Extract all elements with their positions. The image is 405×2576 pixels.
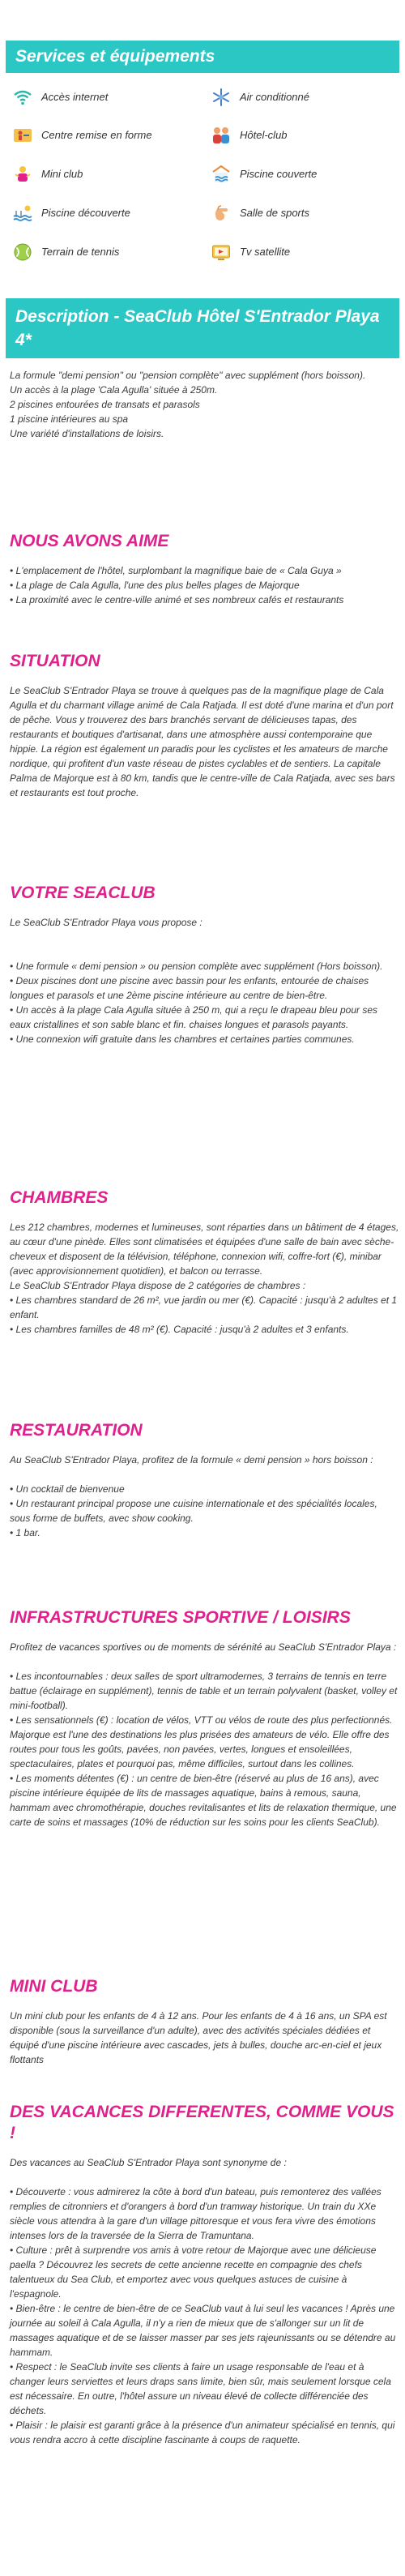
service-satellite-tv bbox=[211, 242, 290, 263]
service-gym bbox=[211, 203, 309, 224]
tennis-icon bbox=[12, 242, 33, 263]
section-text bbox=[6, 1640, 399, 1829]
section-title: NOUS AVONS AIME bbox=[10, 532, 169, 550]
service-label: Terrain de tennis bbox=[41, 246, 120, 258]
description-title: Description - SeaClub Hôtel S'Entrador Playa 4* bbox=[15, 307, 380, 349]
bullet: • Les moments détentes (€) : un centre de bien-être (réservé au plus de 16 ans), avec piscine intérieure équipée de lits de massages aquatique, bains à remous, sauna, hammam avec chromothérapie, douches revitalisantes et lits de relaxation thermique, une carte de soins et massages (10% de réduction sur les soins pour les clients SeaClub). bbox=[10, 1773, 397, 1828]
section-votre-seaclub bbox=[6, 883, 399, 1046]
section-nous-avons-aime bbox=[6, 531, 399, 607]
service-label: Piscine couverte bbox=[240, 168, 318, 180]
service-hotel-club bbox=[211, 125, 288, 146]
section-text bbox=[6, 2009, 399, 2067]
fitness-icon bbox=[12, 125, 33, 146]
service-label: Hôtel-club bbox=[240, 129, 288, 141]
kids-icon bbox=[12, 164, 33, 185]
bullet: • La proximité avec le centre-ville animé et ses nombreux cafés et restaurants bbox=[10, 594, 344, 605]
section-title: INFRASTRUCTURES SPORTIVE / LOISIRS bbox=[10, 1608, 351, 1627]
section-text bbox=[6, 1453, 399, 1540]
service-outdoor-pool bbox=[12, 203, 130, 224]
section-text bbox=[6, 2155, 399, 2447]
section-text bbox=[6, 915, 399, 1046]
bullet: • Respect : le SeaClub invite ses clients à faire un usage responsable de l'eau et à changer leurs serviettes et leurs draps sans limite, bien sûr, mais seulement lorsque cela est nécessaire. En outre, l'hôtel assure un niveau élevé de collecte différenciée des déchets. bbox=[10, 2361, 391, 2416]
paragraph: Des vacances au SeaClub S'Entrador Playa sont synonyme de : bbox=[10, 2157, 287, 2168]
paragraph: Le SeaClub S'Entrador Playa vous propose : bbox=[10, 917, 202, 928]
bullet: • La plage de Cala Agulla, l'une des plus belles plages de Majorque bbox=[10, 580, 300, 591]
snowflake-icon bbox=[211, 87, 232, 108]
bullet: • Une formule « demi pension » ou pension complète avec supplément (Hors boisson). bbox=[10, 961, 383, 972]
bullet: • Les incontournables : deux salles de sport ultramodernes, 3 terrains de tennis en terre battue (éclairage en supplément), tennis de table et un terrain polyvalent (basket, volley et mini-football). bbox=[10, 1671, 398, 1711]
gym-hand-icon bbox=[211, 203, 232, 224]
service-mini-club bbox=[12, 164, 83, 185]
description-text bbox=[6, 358, 399, 441]
service-label: Piscine découverte bbox=[41, 207, 130, 219]
bullet: • Culture : prêt à surprendre vos amis à votre retour de Majorque avec une délicieuse paella ? Découvrez les secrets de cette ancienne recette en compagnie des chefs talentueux du Sea Club, et emportez avec vous quelques astuces de cuisine à l'espagnole. bbox=[10, 2244, 377, 2300]
paragraph: Profitez de vacances sportives ou de moments de sérénité au SeaClub S'Entrador Playa : bbox=[10, 1641, 397, 1653]
section-text bbox=[6, 563, 399, 607]
family-icon bbox=[211, 125, 232, 146]
description-banner bbox=[6, 298, 399, 358]
wifi-icon bbox=[12, 87, 33, 108]
section-title: RESTAURATION bbox=[10, 1421, 143, 1440]
section-mini-club bbox=[6, 1976, 399, 2067]
bullet: • Un cocktail de bienvenue bbox=[10, 1483, 125, 1495]
paragraph: Le SeaClub S'Entrador Playa se trouve à quelques pas de la magnifique plage de Cala Agulla et du charmant village animé de Cala Ratjada. Il est doté d'une marina et d'un port de pêche. Vous y trouverez des bars branchés servant de délicieuses tapas, des restaurants et boutiques d'artisanat, dans une atmosphère aussi contemporaine que hippie. La région est également un paradis pour les cyclistes et les amateurs de marche nordique, qui profitent d'un vaste réseau de pistes cyclables et de sentiers. La capitale Palma de Majorque est à 80 km, tandis que le centre-ville de Cala Ratjada, avec ses bars et restaurants est tout proche. bbox=[10, 685, 395, 798]
section-title: SITUATION bbox=[10, 652, 100, 670]
bullet: • 1 bar. bbox=[10, 1527, 40, 1538]
section-restauration bbox=[6, 1420, 399, 1540]
section-situation bbox=[6, 651, 399, 800]
tv-icon bbox=[211, 242, 232, 263]
section-text bbox=[6, 683, 399, 800]
bullet: • Deux piscines dont une piscine avec bassin pour les enfants, entourée de chaises longues et parasols et une 2ème piscine intérieure au centre de bien-être. bbox=[10, 975, 369, 1001]
description-line: La formule "demi pension" ou "pension complète" avec supplément (hors boisson). bbox=[10, 370, 366, 381]
service-tennis bbox=[12, 242, 119, 263]
bullet: • Bien-être : le centre de bien-être de ce SeaClub vaut à lui seul les vacances ! Après une journée au soleil à Cala Agulla, il n'y a rien de mieux que de s'allonger sur un lit de massages aquatique et de se laisser masser par ses jets rajeunissants ou se détendre au hammam. bbox=[10, 2303, 396, 2358]
paragraph: Les 212 chambres, modernes et lumineuses, sont réparties dans un bâtiment de 4 étages, au cœur d'une pinède. Elles sont climatisées et équipées d'une salle de bain avec sèche-cheveux et disposent de la télévision, téléphone, connexion wifi, coffre-fort (€), minibar (avec approvisionnement quotidien), et balcon ou terrasse. bbox=[10, 1222, 399, 1277]
description-line: 1 piscine intérieures au spa bbox=[10, 413, 129, 425]
description-line: 2 piscines entourées de transats et parasols bbox=[10, 399, 200, 410]
services-title: Services et équipements bbox=[15, 47, 215, 66]
service-label: Salle de sports bbox=[240, 207, 309, 219]
bullet: • Plaisir : le plaisir est garanti grâce à la présence d'un animateur spécialisé en tennis, qui vous rendra accro à cette discipline fascinante à coups de raquette. bbox=[10, 2420, 395, 2445]
paragraph: Au SeaClub S'Entrador Playa, profitez de la formule « demi pension » hors boisson : bbox=[10, 1454, 373, 1466]
section-title: CHAMBRES bbox=[10, 1188, 109, 1207]
section-title: VOTRE SEACLUB bbox=[10, 884, 156, 902]
services-banner bbox=[6, 41, 399, 73]
description-line: Un accès à la plage 'Cala Agulla' située à 250m. bbox=[10, 384, 218, 396]
service-label: Centre remise en forme bbox=[41, 129, 152, 141]
service-indoor-pool bbox=[211, 164, 317, 185]
bullet: • Un accès à la plage Cala Agulla située à 250 m, qui a reçu le drapeau bleu pour ses eaux cristallines et son sable blanc et fin. chaises longues et parasols payants. bbox=[10, 1004, 378, 1030]
bullet: • Les chambres standard de 26 m², vue jardin ou mer (€). Capacité : jusqu'à 2 adultes et 1 enfant. bbox=[10, 1294, 398, 1320]
section-infrastructures bbox=[6, 1607, 399, 1829]
section-chambres bbox=[6, 1187, 399, 1337]
paragraph: Un mini club pour les enfants de 4 à 12 ans. Pour les enfants de 4 à 16 ans, un SPA est disponible (sous la surveillance d'un adulte), avec des activités spéciales dédiées et équipé d'une piscine intérieure avec cascades, jets à bulles, douche arc-en-ciel et jeux flottants bbox=[10, 2010, 387, 2065]
bullet: • Les sensationnels (€) : location de vélos, VTT ou vélos de route des plus perfectionnés. Majorque est l'une des destinations les plus prisées des amateurs de vélo. Elle offre des routes pour tous les goûts, pavées, non pavées, vertes, longues et ensoleillées, spectaculaires, plates et pourquoi pas, même difficiles, surtout dans les collines. bbox=[10, 1714, 393, 1769]
service-label: Mini club bbox=[41, 168, 83, 180]
bullet: • L'emplacement de l'hôtel, surplombant la magnifique baie de « Cala Guya » bbox=[10, 565, 342, 576]
indoor-pool-icon bbox=[211, 164, 232, 185]
services-list bbox=[6, 73, 399, 276]
service-label: Tv satellite bbox=[240, 246, 291, 258]
outdoor-pool-icon bbox=[12, 203, 33, 224]
service-fitness bbox=[12, 125, 152, 146]
section-title: MINI CLUB bbox=[10, 1977, 98, 1996]
bullet: • Les chambres familles de 48 m² (€). Capacité : jusqu'à 2 adultes et 3 enfants. bbox=[10, 1324, 349, 1335]
paragraph: Le SeaClub S'Entrador Playa dispose de 2 catégories de chambres : bbox=[10, 1280, 306, 1291]
bullet: • Un restaurant principal propose une cuisine internationale et des spécialités locales, sous forme de buffets, avec show cooking. bbox=[10, 1498, 377, 1524]
service-air-conditioning bbox=[211, 87, 309, 108]
section-title: DES VACANCES DIFFERENTES, COMME VOUS ! bbox=[10, 2103, 394, 2142]
service-internet bbox=[12, 87, 108, 108]
section-des-vacances bbox=[6, 2102, 399, 2447]
service-label: Accès internet bbox=[41, 91, 109, 103]
bullet: • Découverte : vous admirerez la côte à bord d'un bateau, puis remonterez des vallées remplies de citronniers et d'orangers à bord d'un tramway historique. Un train du XXe siècle vous attendra à la gare d'un village pittoresque et vous fera vivre des émotions intenses lors de la traversée de la Sierra de Tramuntana. bbox=[10, 2186, 382, 2241]
bullet: • Une connexion wifi gratuite dans les chambres et certaines parties communes. bbox=[10, 1033, 355, 1045]
description-line: Une variété d'installations de loisirs. bbox=[10, 428, 164, 439]
service-label: Air conditionné bbox=[240, 91, 309, 103]
section-text bbox=[6, 1220, 399, 1337]
